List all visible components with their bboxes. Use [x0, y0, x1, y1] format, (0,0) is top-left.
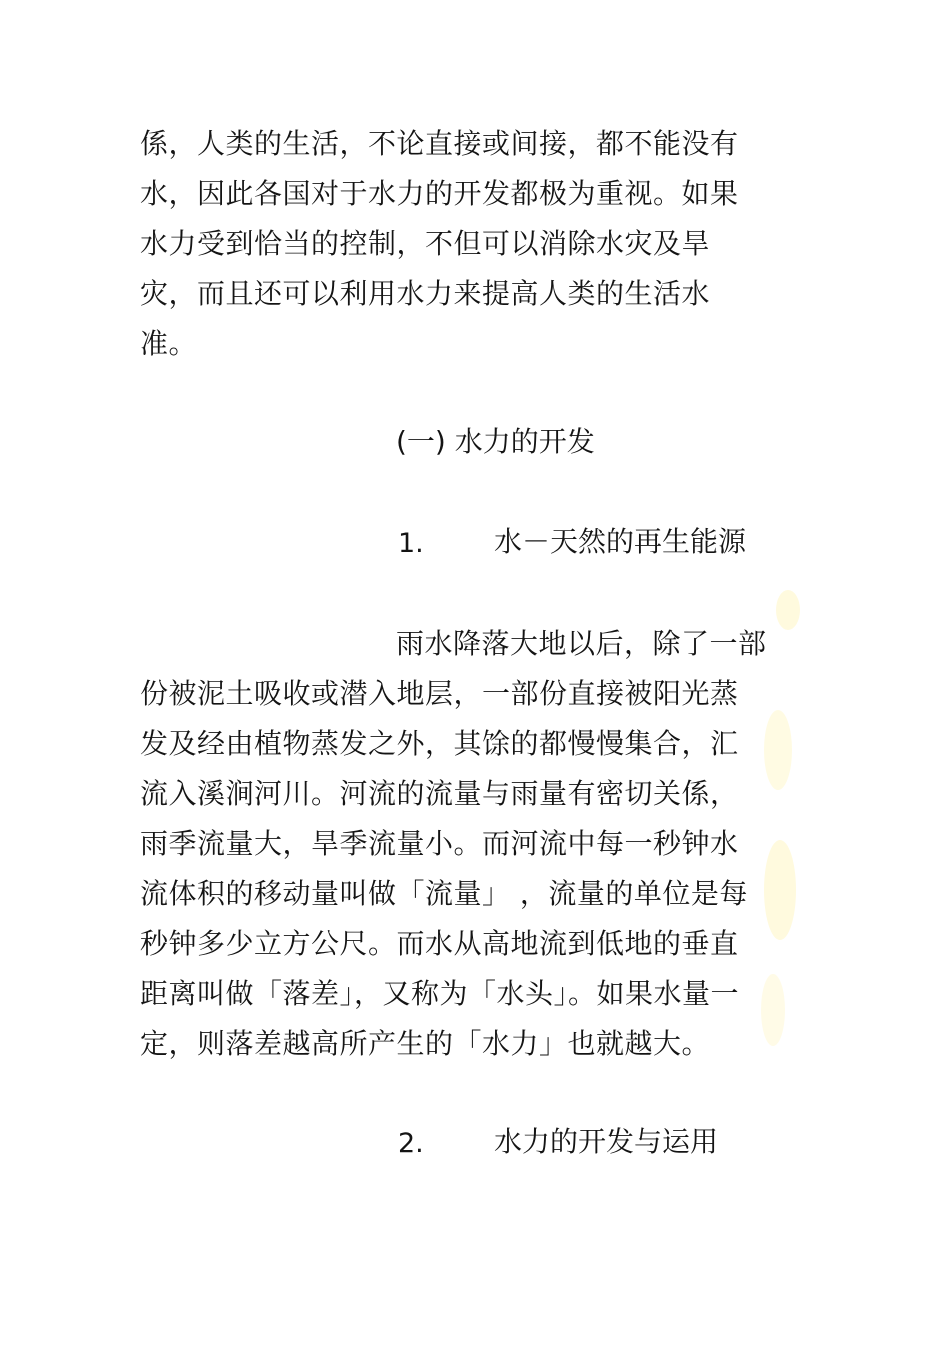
subsection1-title: 水－天然的再生能源	[494, 525, 747, 558]
paragraph1-line-1: 係，人类的生活，不论直接或间接，都不能没有	[140, 127, 739, 160]
paragraph1-line-5: 准。	[140, 327, 198, 360]
paragraph2-line-4: 流入溪涧河川。河流的流量与雨量有密切关係，	[140, 777, 739, 810]
paragraph1-line-4: 灾，而且还可以利用水力来提高人类的生活水	[140, 277, 711, 310]
faint-watermark	[748, 590, 808, 1070]
paragraph2-line-2: 份被泥土吸收或潜入地层，一部份直接被阳光蒸	[140, 677, 739, 710]
paragraph2-line-9: 定，则落差越高所产生的「水力」也就越大。	[140, 1027, 711, 1060]
subsection1-number: 1.	[398, 528, 424, 559]
subsection2-number: 2.	[398, 1128, 424, 1159]
paragraph2-line-1: 雨水降落大地以后，除了一部	[396, 627, 767, 660]
paragraph2-line-8: 距离叫做「落差」，又称为「水头」。如果水量一	[140, 977, 740, 1010]
paragraph2-line-6: 流体积的移动量叫做「流量」 ，流量的单位是每	[140, 877, 748, 910]
subsection2-title: 水力的开发与运用	[494, 1125, 719, 1158]
section-heading: (一) 水力的开发	[396, 425, 595, 458]
paragraph2-line-3: 发及经由植物蒸发之外，其馀的都慢慢集合，汇	[140, 727, 739, 760]
paragraph2-line-7: 秒钟多少立方公尺。而水从高地流到低地的垂直	[140, 927, 739, 960]
paragraph2-line-5: 雨季流量大，旱季流量小。而河流中每一秒钟水	[140, 827, 739, 860]
paragraph1-line-2: 水，因此各国对于水力的开发都极为重视。如果	[140, 177, 739, 210]
paragraph1-line-3: 水力受到恰当的控制，不但可以消除水灾及旱	[140, 227, 711, 260]
